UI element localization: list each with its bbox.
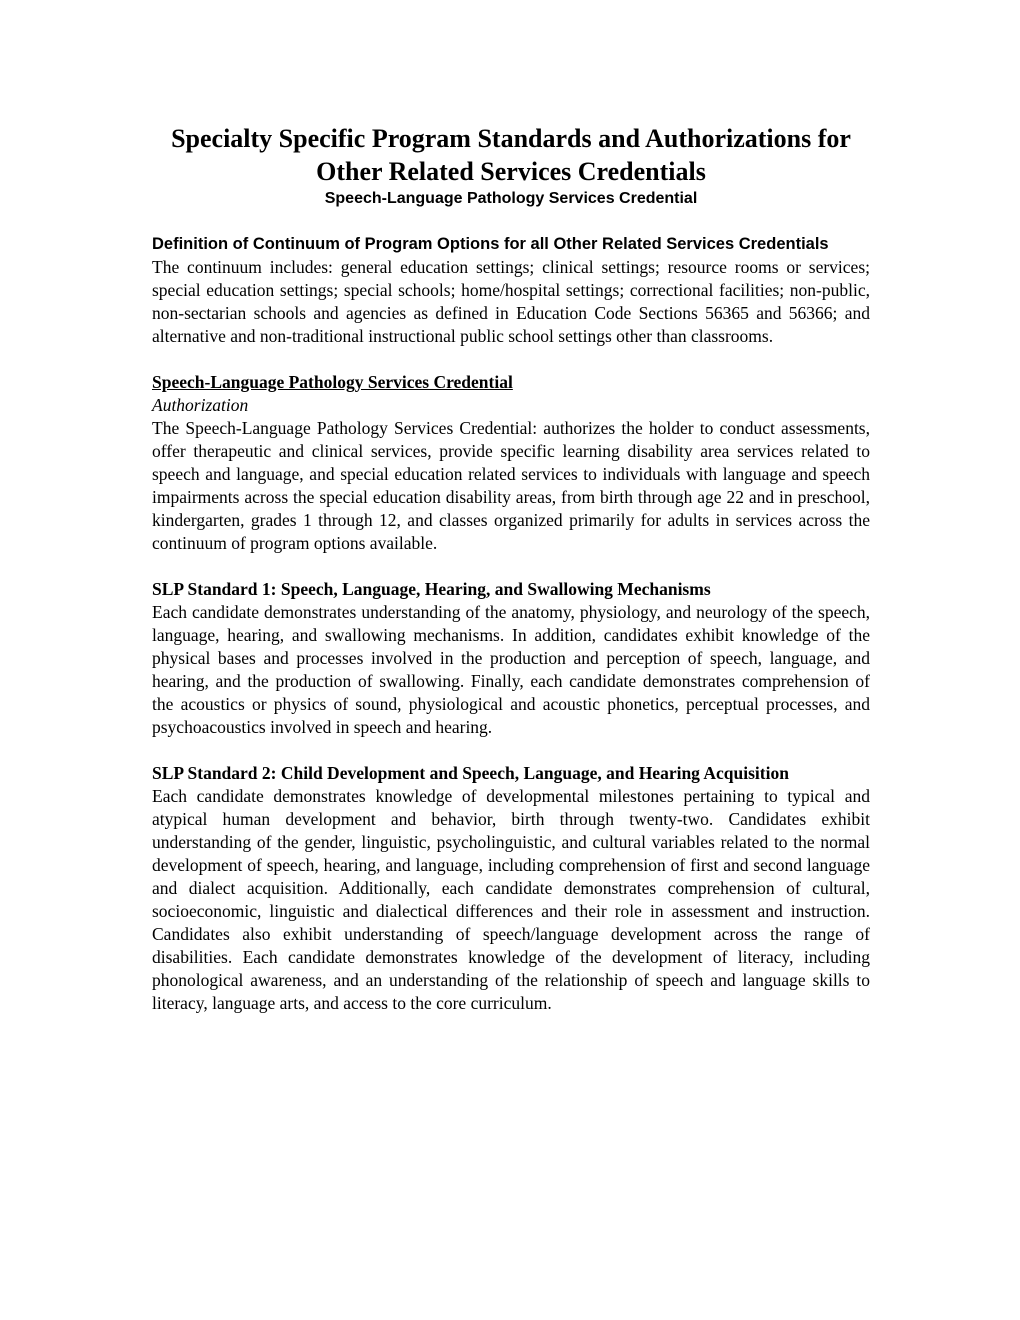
document-title <box>152 122 870 188</box>
standard-1-heading: SLP Standard 1: Speech, Language, Hearing, and Swallowing Mechanisms <box>152 579 711 599</box>
credential-heading: Speech-Language Pathology Services Credential <box>152 372 513 392</box>
standard-1-text: Each candidate demonstrates understanding of the anatomy, physiology, and neurology of the speech, language, hearing, and swallowing mechanisms. In addition, candidates exhibit knowledge of the physical bases and processes involved in the production and perception of speech, language, and hearing, and the production of swallowing. Finally, each candidate demonstrates comprehension of the acoustics or physics of sound, physiological and acoustic phonetics, perceptual processes, and psychoacoustics involved in speech and hearing. <box>152 602 870 737</box>
standard-2-text: Each candidate demonstrates knowledge of developmental milestones pertaining to typical and atypical human development and behavior, birth through twenty-two. Candidates exhibit understanding of the gender, linguistic, psycholinguistic, and cultural variables related to the normal development of speech, hearing, and language, including comprehension of first and second language and dialect acquisition. Additionally, each candidate demonstrates comprehension of cultural, socioeconomic, linguistic and dialectical differences and their role in assessment and instruction. Candidates also exhibit understanding of speech/language development across the range of disabilities. Each candidate demonstrates knowledge of the development of literacy, including phonological awareness, and an understanding of the relationship of speech and language skills to literacy, language arts, and access to the core curriculum. <box>152 786 870 1013</box>
document-page <box>152 122 870 1038</box>
authorization-subheading: Authorization <box>152 395 249 415</box>
standard-2-heading: SLP Standard 2: Child Development and Speech, Language, and Hearing Acquisition <box>152 763 789 783</box>
authorization-text: The Speech-Language Pathology Services Credential: authorizes the holder to conduct assessments, offer therapeutic and clinical services, provide specific learning disability area services related to speech and language, and special education related services to individuals with language and speech impairments across the special education disability areas, from birth through age 22 and in preschool, kindergarten, grades 1 through 12, and classes organized primarily for adults in services across the continuum of program options available. <box>152 418 870 553</box>
document-subtitle: Speech-Language Pathology Services Credential <box>324 190 698 207</box>
definition-text: The continuum includes: general education settings; clinical settings; resource rooms or services; special education settings; special schools; home/hospital settings; correctional facilities; non-public, non-sectarian schools and agencies as defined in Education Code Sections 56365 and 56366; and alternative and non-traditional instructional public school settings other than classrooms. <box>152 257 870 346</box>
title-line-2: Other Related Services Credentials <box>316 157 706 186</box>
definition-heading: Definition of Continuum of Program Options for all Other Related Services Credentials <box>152 235 829 253</box>
title-line-1: Specialty Specific Program Standards and Authorizations for <box>171 124 851 153</box>
